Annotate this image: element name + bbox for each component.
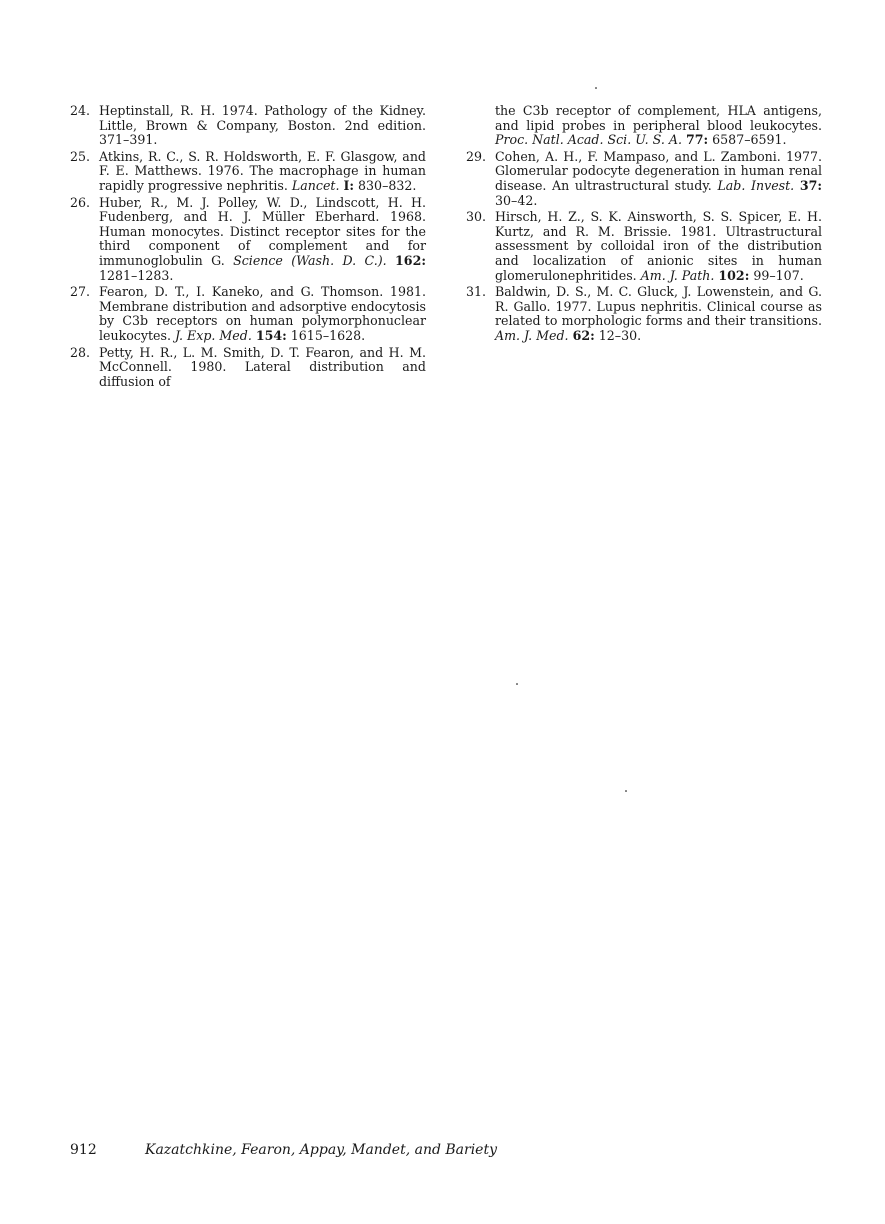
volume: 154: <box>255 327 287 343</box>
page-number: 912 <box>70 1142 97 1158</box>
reference-number: 25. <box>70 148 91 164</box>
volume: 77: <box>685 132 709 148</box>
journal-name: Science (Wash. D. C.). <box>233 252 387 268</box>
reference-item <box>466 210 822 283</box>
journal-name: Am. J. Med. <box>495 327 569 343</box>
pages: 830–832. <box>354 177 417 193</box>
reference-text: Baldwin, D. S., M. C. Gluck, J. Lowenstein, and G. R. Gallo. 1977. Lupus nephritis. Clinical course as related to morphologic forms and their transitions. <box>495 284 822 329</box>
reference-text: Petty, H. R., L. M. Smith, D. T. Fearon, and H. M. McConnell. 1980. Lateral distribution and diffusion of <box>99 344 426 389</box>
reference-text: Hirsch, H. Z., S. K. Ainsworth, S. S. Spicer, E. H. Kurtz, and R. M. Brissie. 1981. Ultrastructural assessment by colloidal iron of the distribution and localization of anionic sites in human glomerulonephritides. <box>495 209 822 283</box>
pages: 99–107. <box>749 267 804 283</box>
reference-text: Cohen, A. H., F. Mampaso, and L. Zamboni. 1977. Glomerular podocyte degeneration in human renal disease. An ultrastructural study. <box>495 148 822 193</box>
reference-text: Fearon, D. T., I. Kaneko, and G. Thomson. 1981. Membrane distribution and adsorptive endocytosis by C3b receptors on human polymorphonuclear leukocytes. <box>99 284 426 343</box>
reference-item <box>70 104 426 148</box>
pages: 1281–1283. <box>99 267 174 283</box>
volume: 37: <box>799 177 822 193</box>
journal-name: J. Exp. Med. <box>174 327 252 343</box>
reference-number: 24. <box>70 103 91 118</box>
reference-item <box>70 285 426 343</box>
reference-item <box>466 285 822 343</box>
volume: I: <box>343 177 355 193</box>
journal-name: Am. J. Path. <box>640 267 715 283</box>
reference-item <box>70 196 426 284</box>
reference-text: Huber, R., M. J. Polley, W. D., Lindscott, H. H. Fudenberg, and H. J. Müller Eberhard. 1968. Human monocytes. Distinct receptor sites for the third component of complement and for immunoglobulin G. <box>99 194 426 268</box>
reference-number: 28. <box>70 344 91 360</box>
pages: 6587–6591. <box>708 132 787 148</box>
reference-number: 31. <box>466 284 487 300</box>
reference-item <box>466 150 822 208</box>
reference-text: the C3b receptor of complement, HLA antigens, and lipid probes in peripheral blood leukocytes. <box>495 103 822 133</box>
reference-column-right <box>466 104 822 346</box>
reference-number: 26. <box>70 194 91 210</box>
volume: 62: <box>572 327 595 343</box>
reference-text: Atkins, R. C., S. R. Holdsworth, E. F. Glasgow, and F. E. Matthews. 1976. The macrophage in human rapidly progressive nephritis. <box>99 148 426 193</box>
reference-number: 27. <box>70 284 91 300</box>
journal-name: Proc. Natl. Acad. Sci. U. S. A. <box>495 132 682 148</box>
reference-text: Heptinstall, R. H. 1974. Pathology of the Kidney. Little, Brown & Company, Boston. 2nd edition. 371–391. <box>99 103 426 148</box>
pages: 30–42. <box>495 192 538 208</box>
journal-name: Lab. Invest. <box>717 177 795 193</box>
running-authors: Kazatchkine, Fearon, Appay, Mandet, and Bariety <box>145 1142 497 1158</box>
reference-item <box>70 150 426 194</box>
volume: 162: <box>395 252 426 268</box>
reference-number: 30. <box>466 209 487 225</box>
reference-item <box>70 346 426 390</box>
reference-continuation <box>466 104 822 148</box>
page-footer <box>70 1142 497 1158</box>
scan-speck <box>595 87 597 89</box>
reference-number: 29. <box>466 148 487 164</box>
reference-column-left <box>70 104 426 391</box>
scan-speck <box>516 683 518 685</box>
pages: 12–30. <box>594 327 642 343</box>
journal-name: Lancet. <box>291 177 340 193</box>
scan-speck <box>625 790 627 792</box>
pages: 1615–1628. <box>286 327 366 343</box>
spacer <box>387 253 395 268</box>
volume: 102: <box>718 267 750 283</box>
